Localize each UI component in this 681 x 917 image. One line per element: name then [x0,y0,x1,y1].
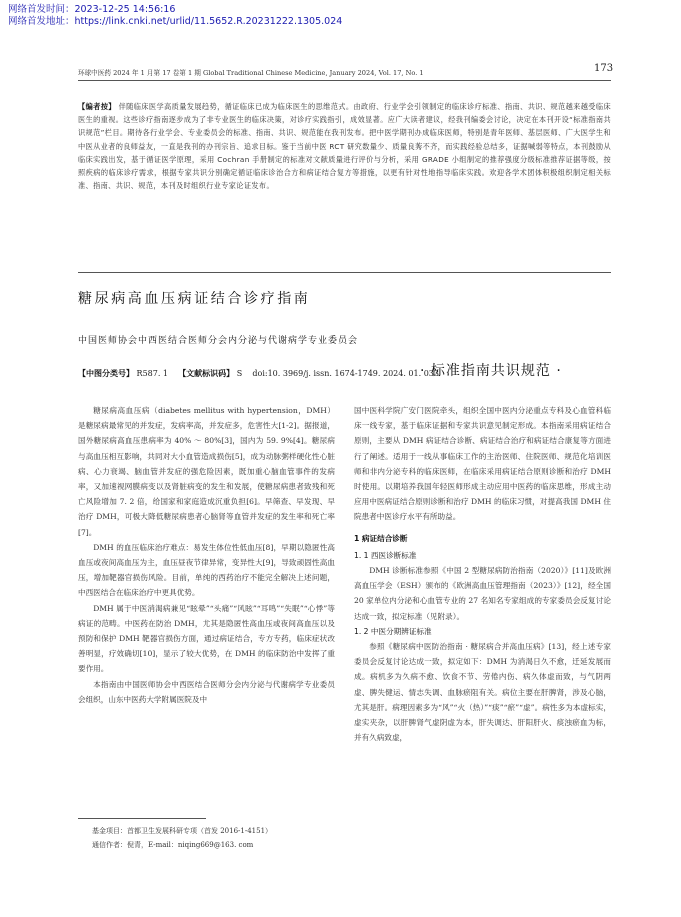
footnote-contact: 通信作者：倪青，E-mail：niqing669@163. com [92,841,254,849]
footnote-fund: 基金项目：首都卫生发展科研专项（首发 2016-1-4151） [92,827,273,835]
doi: doi:10. 3969/j. issn. 1674-1749. 2024. 01. 033 [252,369,439,378]
authors: 中国医师协会中西医结合医师分会内分泌与代谢病学专业委员会 [78,336,359,346]
editor-note-text: 伴随临床医学高质量发展趋势，循证临床已成为临床医生的思维范式。由政府、行业学会引领制定的临床诊疗标准、指南、共识、规范越来越受临床医生的重视。这些诊疗指南逐步成为了非专业医生的临床决策，对诊疗实践指引，成效显著。应广大读者建议，经我刊编委会讨论，决定在本刊开设“标准指南共识规范”栏目。期待各行业学会、专业委员会的标准、指南、共识、规范能在我刊发布。把中医学期刊办成临床医师，特别是青年医师、基层医师、广大医学生和中医从业者的良师益友，一直是我刊的办刊宗旨、追求目标。鉴于当前中医 RCT 研究数量少、质量良莠不齐，而实践经验总结多，证据喊弱等特点，本刊鼓励从临床实践出发，基于循证医学原理，采用 Cochran 手册制定的标准对文献质量进行评价与分析，采用 GRADE 小组制定的推荐强度分级标准推荐证据等级，按照疾病的临床诊疗需求，根据专家共识分别确定循证临床诊治合方和病证结合复方等措施，以更有针对性地指导临床实践。欢迎各学术团体积极组织制定相关标准、指南、共识、规范，本刊及时组织行业专家论证发布。 [78,102,611,191]
clc-label: 【中图分类号】 [78,368,134,378]
header-rule [78,80,611,81]
body-paragraph: 国中医科学院广安门医院牵头，组织全国中医内分泌重点专科及心血管科临床一线专家，基于临床证据和专家共识意见制定形成。本指南采用病证结合原则，主要从 DMH 病证结合诊断、病证结合治疗和病证结合康复等方面进行了阐述。适用于一线从事临床工作的主治医师、住院医师、规范化培训医师和非内分泌专科的临床医师，在临床采用病证结合原则诊断和治疗 DMH 时使用。以期培养我国年轻医师形成主动应用中医药的临床思维，形成主动应用中医病证结合原则诊断和治疗 DMH 的临床习惯，对提高我国 DMH 住院患者中医诊疗水平有所助益。 [354,406,611,522]
doc-code-label: 【文献标识码】 [178,368,235,378]
section-heading: · 标准指南共识规范 · [420,363,562,379]
page-number: 173 [594,63,614,74]
editor-note-rule [78,272,611,273]
online-publish-url[interactable]: 网络首发地址：https://link.cnki.net/urlid/11.5652.R.20231222.1305.024 [8,16,343,27]
editor-note-label: 【编者按】 [78,102,116,111]
section-heading-text: 1 病证结合诊断 [354,533,408,543]
right-column [354,403,611,745]
body-paragraph: 参照《糖尿病中医防治指南 · 糖尿病合并高血压病》[13]，经上述专家委员会反复讨论达成一致，拟定如下：DMH 为消渴日久不愈，迁延发展而成。病机多为久病不愈、饮食不节、劳倦内伤、病久体虚而致，与气阴两虚、脾失健运、情志失调、血脉瘀阻有关。病位主要在肝脾肾，涉及心脑，尤其是肝。病理因素多为“风”“火（热）”“痰”“瘀”“虚”。病性多为本虚标实，虚实夹杂，以肝脾肾气虚阴虚为本，肝失调达、肝阳肝火、痰浊瘀血为标，并有久病致虚， [354,642,611,743]
body-paragraph: DMH 诊断标准参照《中国 2 型糖尿病防治指南（2020）》[11]及欧洲高血压学会（ESH）颁布的《欧洲高血压管理指南（2023）》[12]，经全国 20 家单位内分泌和心血管专业的 27 名知名专家组成的专家委员会反复讨论达成一致，拟定标准（见附录）。 [354,566,611,621]
body-paragraph: DMH 属于中医消渴病兼见“眩晕”“头痛”“风眩”“耳鸣”“失眠”“心悸”等病证的范畴。中医药在防治 DMH，尤其是隐匿性高血压或夜间高血压以及预防和保护 DMH 靶器官损伤方面，通过病证结合，专方专药，临床症状改善明显，疗效确切[10]，显示了较大优势，在 DMH 的临床防治中发挥了重要作用。 [78,603,335,674]
footnote-rule [78,818,206,819]
article-title: 糖尿病高血压病证结合诊疗指南 [78,291,311,307]
section-heading-text: 1. 1 西医诊断标准 [354,550,417,560]
online-publish-time: 网络首发时间：2023-12-25 14:56:16 [8,4,176,15]
classification-line [78,368,439,379]
running-header: 环球中医药 2024 年 1 月第 17 卷第 1 期 Global Traditional Chinese Medicine, January 2024, Vol. 17, No. 1 [78,69,424,77]
left-column [78,403,335,707]
section-heading-text: 1. 2 中医分期辨证标准 [354,626,432,636]
editor-note [78,100,611,192]
body-paragraph: 本指南由中国医师协会中西医结合医师分会内分泌与代谢病学专业委员会组织，山东中医药大学附属医院及中 [78,679,335,704]
body-paragraph: DMH 的血压临床治疗难点：易发生体位性低血压[8]，早期以隐匿性高血压或夜间高血压为主，血压昼夜节律异常，变异性大[9]，导致顽固性高血压，增加靶器官损伤风险。目前，单纯的西药治疗不能完全解决上述问题，中西医结合在临床治疗中更具优势。 [78,542,335,598]
clc-value: R587. 1 [136,369,169,378]
body-paragraph: 糖尿病高血压病（diabetes mellitus with hypertension，DMH）是糖尿病最常见的并发症，发病率高，并发症多，危害性大[1-2]。据报道，国外糖尿病高血压患病率为 40% ～ 80%[3]，国内为 59. 9%[4]。糖尿病与高血压相互影响，共同对大小血管造成损伤[5]，成为动脉粥样硬化性心脏病、心力衰竭、脑血管并发症的强危险因素，既加重心脑血管事件的发病率，又加速视网膜病变以及肾脏病变的发生和发展，使糖尿病患者致残和死亡风险增加 7. 2 倍，给国家和家庭造成沉重负担[6]。早筛查、早发现、早治疗 DMH，可极大降低糖尿病患者心脑肾等血管并发症的发生率和死亡率[7]。 [78,406,335,537]
doc-code-value: S [236,369,243,378]
